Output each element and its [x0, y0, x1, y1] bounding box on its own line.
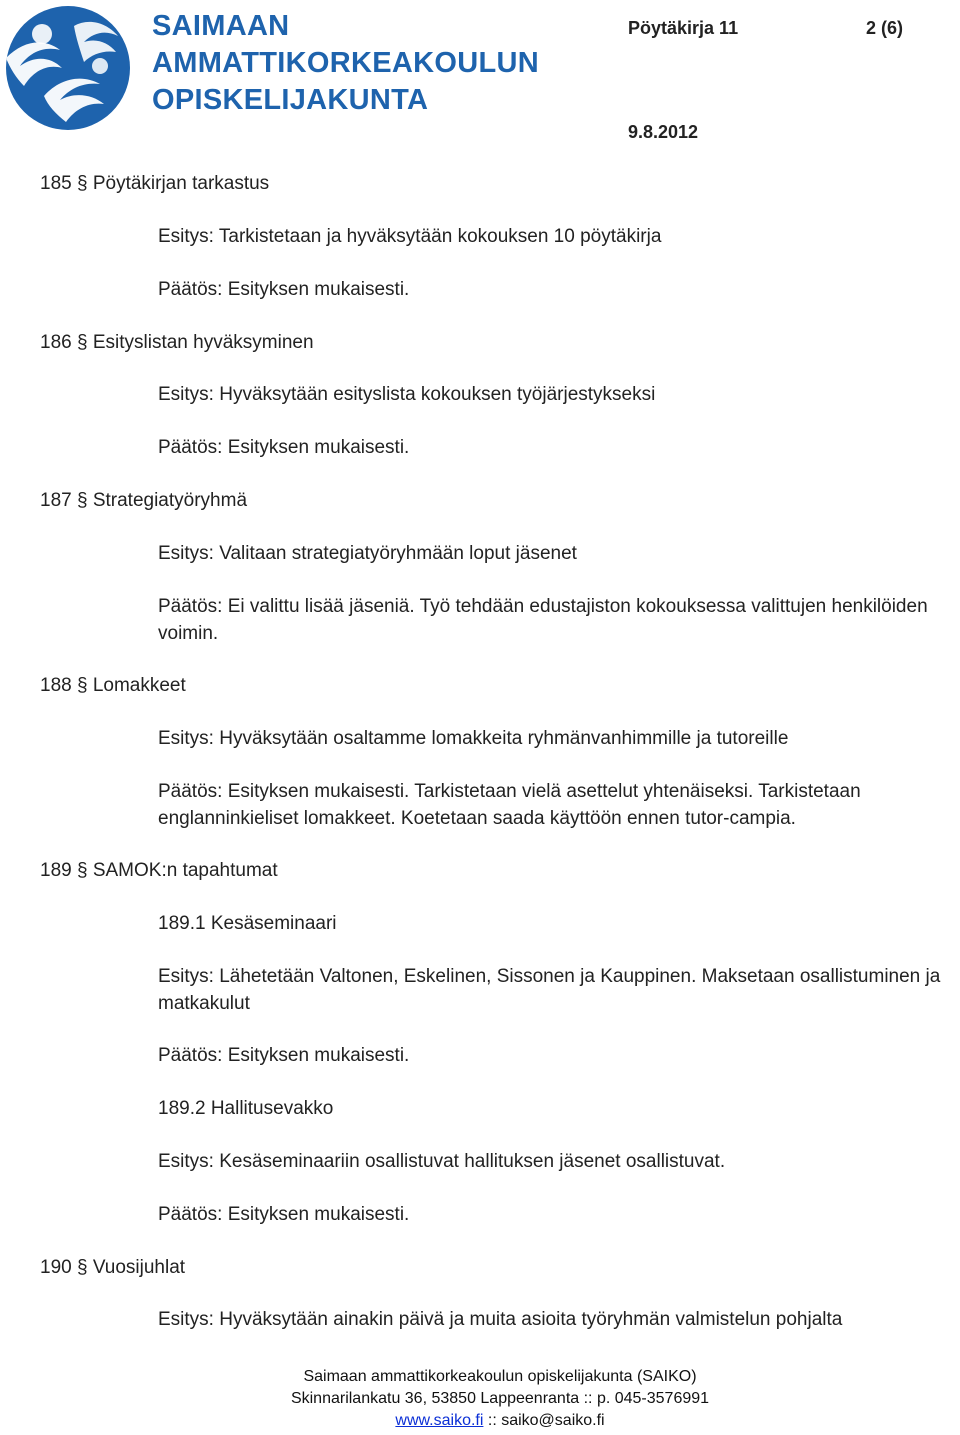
proposal-188: Esitys: Hyväksytään osaltamme lomakkeita ryhmänvanhimmille ja tutoreille [158, 728, 789, 749]
org-name-line-3: OPISKELIJAKUNTA [152, 84, 429, 116]
decision-189-2: Päätös: Esityksen mukaisesti. [158, 1204, 410, 1225]
section-heading-189: 189 § SAMOK:n tapahtumat [40, 860, 278, 881]
decision-186: Päätös: Esityksen mukaisesti. [158, 437, 410, 458]
section-heading-190: 190 § Vuosijuhlat [40, 1257, 186, 1278]
page-number: 2 (6) [866, 18, 904, 38]
org-name-line-2: AMMATTIKORKEAKOULUN [152, 47, 539, 79]
page-footer [0, 1366, 960, 1432]
subsection-title-189-1: 189.1 Kesäseminaari [158, 913, 337, 934]
footer-email: saiko@saiko.fi [501, 1412, 605, 1429]
proposal-187: Esitys: Valitaan strategiatyöryhmään loput jäsenet [158, 543, 577, 564]
subsection-title-189-2: 189.2 Hallitusevakko [158, 1098, 334, 1119]
org-name [152, 8, 539, 119]
org-name-line-1: SAIMAAN [152, 10, 290, 42]
footer-website-link[interactable]: www.saiko.fi [395, 1412, 484, 1429]
footer-address: Skinnarilankatu 36, 53850 Lappeenranta :: p. 045-3576991 [290, 1390, 710, 1407]
footer-org-name: Saimaan ammattikorkeakoulun opiskelijakunta (SAIKO) [303, 1368, 697, 1385]
decision-185: Päätös: Esityksen mukaisesti. [158, 279, 410, 300]
document-date: 9.8.2012 [628, 122, 699, 142]
section-heading-185: 185 § Pöytäkirjan tarkastus [40, 173, 270, 194]
proposal-190: Esitys: Hyväksytään ainakin päivä ja muita asioita työryhmän valmistelun pohjalta [158, 1309, 843, 1330]
proposal-186: Esitys: Hyväksytään esityslista kokouksen työjärjestykseksi [158, 384, 656, 405]
decision-188: Päätös: Esityksen mukaisesti. Tarkistetaan vielä asettelut yhtenäiseksi. Tarkistetaan englanninkieliset lomakkeet. Koetetaan saada käyttöön ennen tutor-campia. [158, 781, 861, 829]
proposal-185: Esitys: Tarkistetaan ja hyväksytään kokouksen 10 pöytäkirja [158, 226, 662, 247]
section-heading-187: 187 § Strategiatyöryhmä [40, 490, 248, 511]
section-heading-186: 186 § Esityslistan hyväksyminen [40, 332, 314, 353]
section-heading-188: 188 § Lomakkeet [40, 675, 186, 696]
proposal-189-2: Esitys: Kesäseminaariin osallistuvat hallituksen jäsenet osallistuvat. [158, 1151, 726, 1172]
proposal-189-1: Esitys: Lähetetään Valtonen, Eskelinen, Sissonen ja Kauppinen. Maksetaan osallistuminen ja matkakulut [158, 966, 941, 1014]
decision-187: Päätös: Ei valittu lisää jäseniä. Työ tehdään edustajiston kokouksessa valittujen henkilöiden voimin. [158, 596, 928, 644]
footer-separator: :: [483, 1412, 502, 1429]
footer-contact [0, 1410, 960, 1432]
document-title: Pöytäkirja 11 [628, 18, 739, 38]
decision-189-1: Päätös: Esityksen mukaisesti. [158, 1045, 410, 1066]
saiko-logo-icon [4, 0, 132, 138]
